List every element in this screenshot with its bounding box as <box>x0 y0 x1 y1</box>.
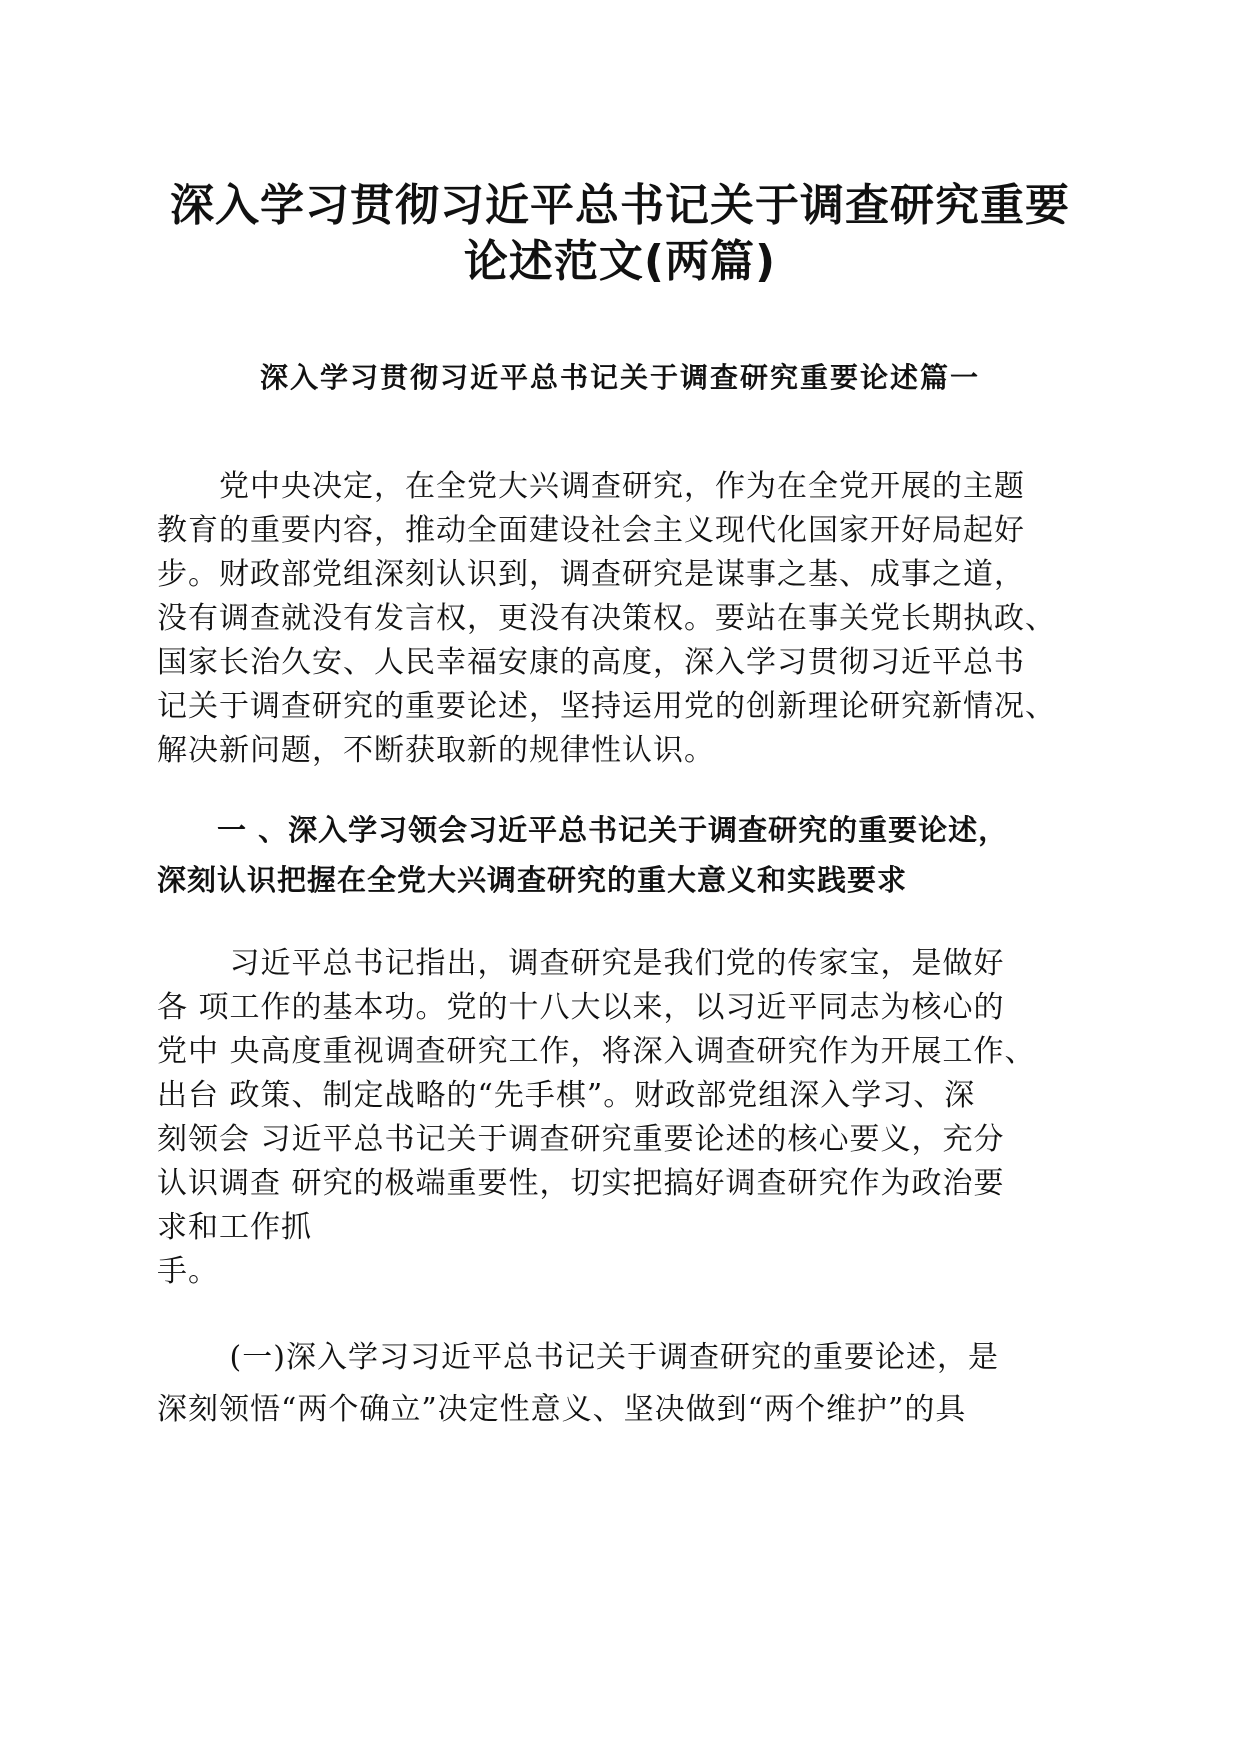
text-line: 解决新问题，不断获取新的规律性认识。 <box>157 733 715 768</box>
text-line: 国家长治久安、人民幸福安康的高度，深入学习贯彻习近平总书 <box>157 645 1025 680</box>
document-title <box>100 178 1140 290</box>
heading-line: 一 、深入学习领会习近平总书记关于调查研究的重要论述， <box>157 813 1009 847</box>
section-title: 深入学习贯彻习近平总书记关于调查研究重要论述篇一 <box>259 361 980 394</box>
text-line: 党中央决定，在全党大兴调查研究，作为在全党开展的主题 <box>157 469 1025 504</box>
text-line: 刻领会 习近平总书记关于调查研究重要论述的核心要义，充分 <box>157 1122 1005 1157</box>
document-title-line: 论述范文(两篇) <box>463 236 777 287</box>
text-line: 求和工作抓 <box>157 1210 312 1245</box>
text-line: 认识调查 研究的极端重要性，切实把搞好调查研究作为政治要 <box>157 1166 1005 1201</box>
subheading-one <box>157 805 1157 905</box>
text-line: 手。 <box>157 1254 219 1289</box>
text-line: (一)深入学习习近平总书记关于调查研究的重要论述，是 <box>157 1340 999 1375</box>
text-line: 步。财政部党组深刻认识到，调查研究是谋事之基、成事之道， <box>157 557 1025 592</box>
text-line: 各 项工作的基本功。党的十八大以来，以习近平同志为核心的 <box>157 990 1005 1025</box>
heading-line: 深刻认识把握在全党大兴调查研究的重大意义和实践要求 <box>157 863 908 897</box>
body-paragraph <box>157 942 1157 1294</box>
text-line: 习近平总书记指出，调查研究是我们党的传家宝，是做好 <box>157 946 1005 981</box>
text-line: 出台 政策、制定战略的“先手棋”。财政部党组深入学习、深 <box>157 1078 976 1113</box>
text-line: 记关于调查研究的重要论述，坚持运用党的创新理论研究新情况、 <box>157 689 1056 724</box>
document-title-line: 深入学习贯彻习近平总书记关于调查研究重要 <box>170 180 1070 231</box>
body-paragraph <box>157 1332 1157 1436</box>
text-line: 党中 央高度重视调查研究工作，将深入调查研究作为开展工作、 <box>157 1034 1036 1069</box>
text-line: 教育的重要内容，推动全面建设社会主义现代化国家开好局起好 <box>157 513 1025 548</box>
text-line: 没有调查就没有发言权，更没有决策权。要站在事关党长期执政、 <box>157 601 1056 636</box>
intro-paragraph <box>157 465 1157 773</box>
text-line: 深刻领悟“两个确立”决定性意义、坚决做到“两个维护”的具 <box>157 1392 967 1427</box>
